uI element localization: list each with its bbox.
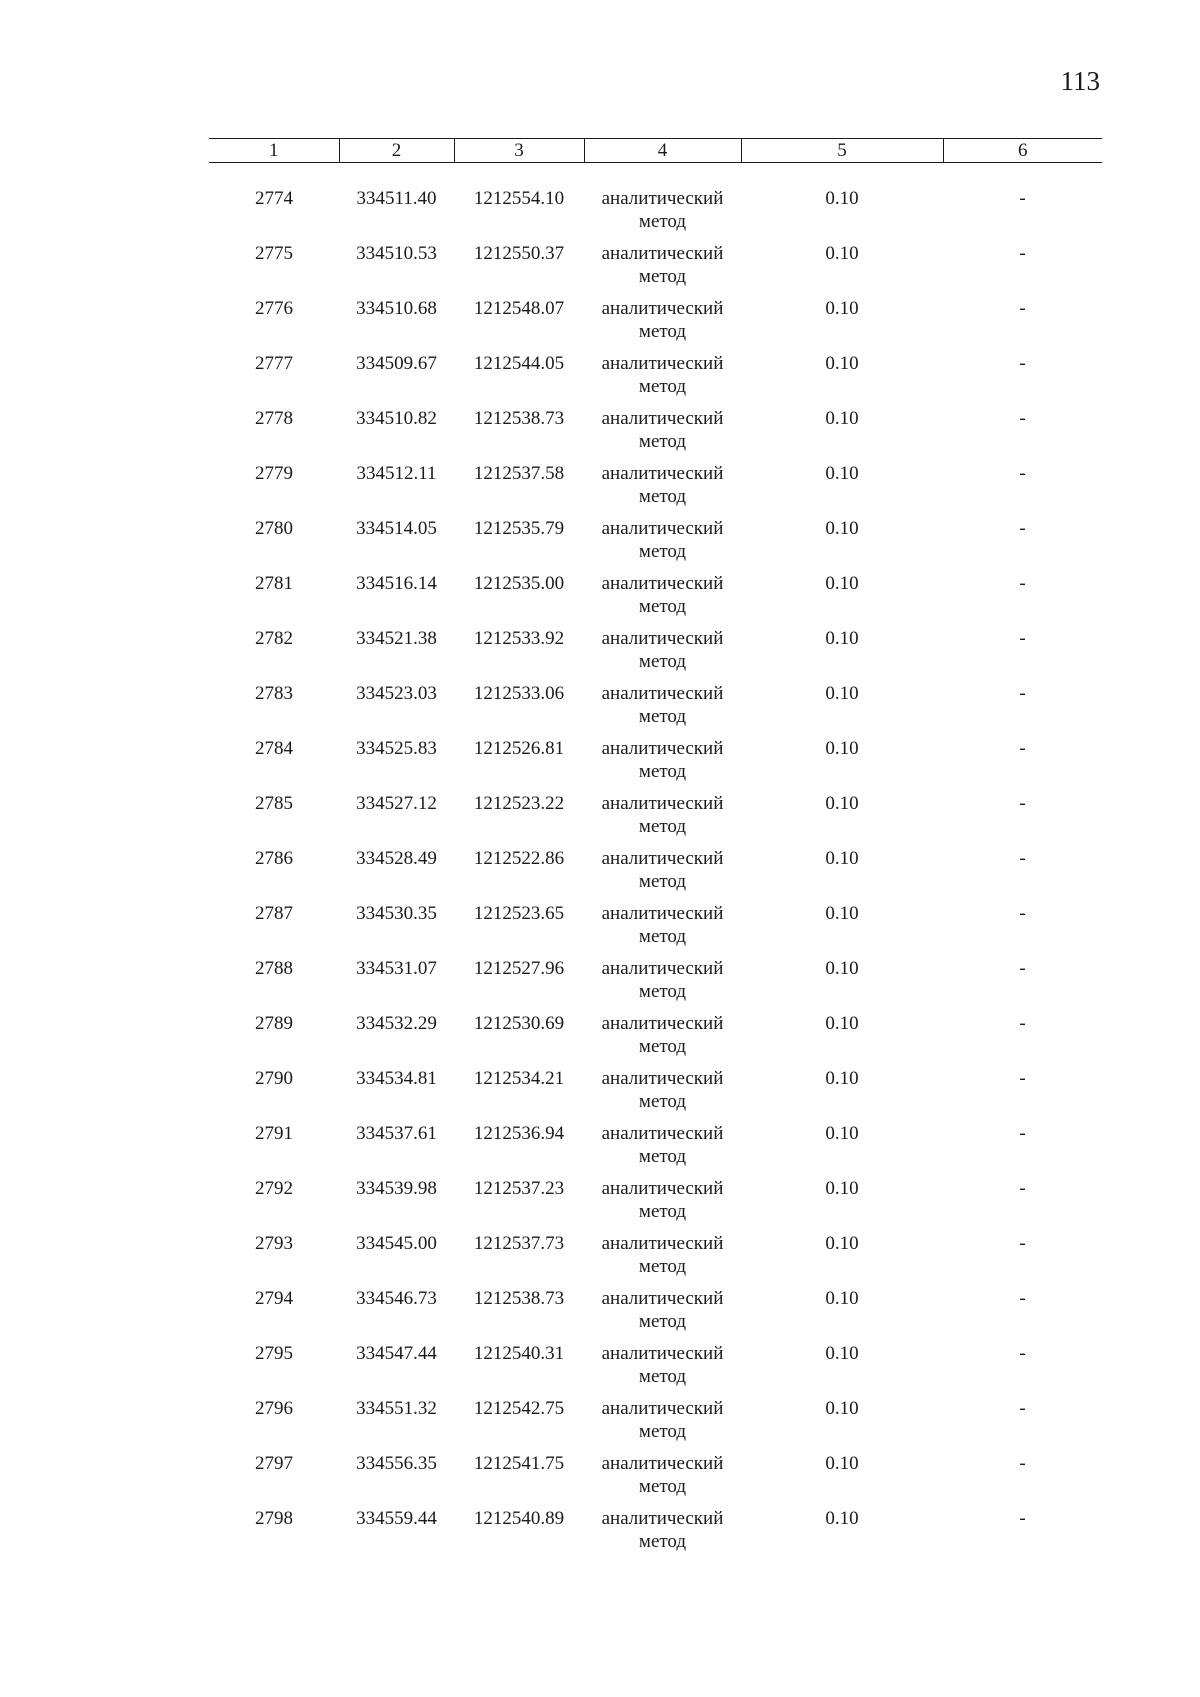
cell-point-number: 2787 <box>255 903 293 924</box>
table-row <box>209 847 1102 902</box>
cell-point-number: 2792 <box>255 1178 293 1199</box>
cell-y-coordinate: 1212535.79 <box>473 518 565 539</box>
cell-point-number: 2790 <box>255 1068 293 1089</box>
cell-x-coordinate: 334532.29 <box>356 1013 437 1034</box>
method-line-1: аналитический <box>601 738 724 759</box>
cell-x-coordinate: 334531.07 <box>356 958 437 979</box>
method-line-1: аналитический <box>601 1453 724 1474</box>
table-row <box>209 1232 1102 1287</box>
cell-method <box>584 1452 741 1507</box>
cell-x-coordinate: 334530.35 <box>356 903 437 924</box>
cell-accuracy: 0.10 <box>825 683 859 704</box>
cell-accuracy: 0.10 <box>825 1398 859 1419</box>
cell-accuracy: 0.10 <box>825 903 859 924</box>
cell-x-coordinate: 334539.98 <box>356 1178 437 1199</box>
page-number: 113 <box>1060 66 1100 96</box>
cell-point-number: 2777 <box>255 353 293 374</box>
table-row <box>209 1067 1102 1122</box>
method-line-2: метод <box>638 596 687 617</box>
method-line-2: метод <box>638 1476 687 1497</box>
cell-note: - <box>1019 353 1026 374</box>
table-spacer <box>209 163 1102 188</box>
method-line-2: метод <box>638 376 687 397</box>
cell-note: - <box>1019 958 1026 979</box>
cell-point-number: 2796 <box>255 1398 293 1419</box>
cell-note: - <box>1019 628 1026 649</box>
cell-note: - <box>1019 1288 1026 1309</box>
cell-method <box>584 187 741 242</box>
method-line-2: метод <box>638 981 687 1002</box>
table-row <box>209 187 1102 242</box>
cell-note: - <box>1019 1068 1026 1089</box>
cell-point-number: 2791 <box>255 1123 293 1144</box>
cell-method <box>584 297 741 352</box>
cell-accuracy: 0.10 <box>825 243 859 264</box>
cell-point-number: 2793 <box>255 1233 293 1254</box>
cell-accuracy: 0.10 <box>825 958 859 979</box>
table-row <box>209 407 1102 462</box>
cell-x-coordinate: 334512.11 <box>356 463 437 484</box>
cell-point-number: 2797 <box>255 1453 293 1474</box>
method-line-1: аналитический <box>601 628 724 649</box>
method-line-2: метод <box>638 266 687 287</box>
cell-y-coordinate: 1212554.10 <box>473 188 565 209</box>
method-line-2: метод <box>638 926 687 947</box>
cell-method <box>584 352 741 407</box>
header-col-5: 5 <box>741 139 943 163</box>
cell-accuracy: 0.10 <box>825 1178 859 1199</box>
cell-x-coordinate: 334509.67 <box>356 353 437 374</box>
cell-note: - <box>1019 1453 1026 1474</box>
method-line-2: метод <box>638 1146 687 1167</box>
cell-accuracy: 0.10 <box>825 298 859 319</box>
cell-accuracy: 0.10 <box>825 1288 859 1309</box>
coordinates-table <box>209 138 1102 1562</box>
method-line-1: аналитический <box>601 903 724 924</box>
method-line-1: аналитический <box>601 573 724 594</box>
cell-y-coordinate: 1212542.75 <box>473 1398 565 1419</box>
cell-note: - <box>1019 463 1026 484</box>
cell-accuracy: 0.10 <box>825 518 859 539</box>
table-row <box>209 902 1102 957</box>
cell-y-coordinate: 1212523.65 <box>473 903 565 924</box>
header-col-3: 3 <box>454 139 584 163</box>
cell-method <box>584 1397 741 1452</box>
cell-x-coordinate: 334534.81 <box>356 1068 437 1089</box>
cell-accuracy: 0.10 <box>825 188 859 209</box>
cell-note: - <box>1019 683 1026 704</box>
cell-y-coordinate: 1212533.06 <box>473 683 565 704</box>
cell-note: - <box>1019 188 1026 209</box>
method-line-2: метод <box>638 431 687 452</box>
cell-point-number: 2774 <box>255 188 293 209</box>
cell-accuracy: 0.10 <box>825 1068 859 1089</box>
cell-accuracy: 0.10 <box>825 463 859 484</box>
cell-accuracy: 0.10 <box>825 1123 859 1144</box>
cell-method <box>584 1067 741 1122</box>
method-line-1: аналитический <box>601 1343 724 1364</box>
cell-y-coordinate: 1212541.75 <box>473 1453 565 1474</box>
method-line-1: аналитический <box>601 1508 724 1529</box>
cell-note: - <box>1019 1398 1026 1419</box>
cell-y-coordinate: 1212523.22 <box>473 793 565 814</box>
cell-note: - <box>1019 1343 1026 1364</box>
cell-point-number: 2782 <box>255 628 293 649</box>
cell-x-coordinate: 334546.73 <box>356 1288 437 1309</box>
cell-x-coordinate: 334523.03 <box>356 683 437 704</box>
cell-accuracy: 0.10 <box>825 793 859 814</box>
cell-accuracy: 0.10 <box>825 1343 859 1364</box>
method-line-2: метод <box>638 1311 687 1332</box>
cell-point-number: 2781 <box>255 573 293 594</box>
cell-x-coordinate: 334521.38 <box>356 628 437 649</box>
header-col-6: 6 <box>943 139 1102 163</box>
cell-x-coordinate: 334510.82 <box>356 408 437 429</box>
method-line-1: аналитический <box>601 1288 724 1309</box>
table-row <box>209 1287 1102 1342</box>
table-row <box>209 627 1102 682</box>
table-row <box>209 1122 1102 1177</box>
cell-y-coordinate: 1212544.05 <box>473 353 565 374</box>
cell-y-coordinate: 1212537.73 <box>473 1233 565 1254</box>
cell-y-coordinate: 1212540.89 <box>473 1508 565 1529</box>
cell-method <box>584 1122 741 1177</box>
cell-y-coordinate: 1212534.21 <box>473 1068 565 1089</box>
table-row <box>209 792 1102 847</box>
cell-method <box>584 627 741 682</box>
method-line-2: метод <box>638 1256 687 1277</box>
cell-point-number: 2786 <box>255 848 293 869</box>
cell-point-number: 2778 <box>255 408 293 429</box>
cell-note: - <box>1019 1233 1026 1254</box>
cell-x-coordinate: 334514.05 <box>356 518 437 539</box>
table-row <box>209 1452 1102 1507</box>
cell-point-number: 2776 <box>255 298 293 319</box>
method-line-1: аналитический <box>601 243 724 264</box>
cell-method <box>584 1507 741 1562</box>
cell-note: - <box>1019 408 1026 429</box>
cell-point-number: 2795 <box>255 1343 293 1364</box>
cell-accuracy: 0.10 <box>825 738 859 759</box>
method-line-1: аналитический <box>601 958 724 979</box>
cell-accuracy: 0.10 <box>825 628 859 649</box>
cell-note: - <box>1019 243 1026 264</box>
cell-note: - <box>1019 848 1026 869</box>
cell-note: - <box>1019 1013 1026 1034</box>
method-line-2: метод <box>638 706 687 727</box>
cell-method <box>584 572 741 627</box>
cell-point-number: 2783 <box>255 683 293 704</box>
cell-method <box>584 1342 741 1397</box>
header-row <box>209 139 1102 163</box>
cell-accuracy: 0.10 <box>825 1453 859 1474</box>
method-line-1: аналитический <box>601 848 724 869</box>
method-line-1: аналитический <box>601 683 724 704</box>
cell-point-number: 2789 <box>255 1013 293 1034</box>
cell-y-coordinate: 1212548.07 <box>473 298 565 319</box>
header-col-4: 4 <box>584 139 741 163</box>
cell-method <box>584 902 741 957</box>
cell-method <box>584 1287 741 1342</box>
cell-method <box>584 1012 741 1067</box>
method-line-1: аналитический <box>601 298 724 319</box>
cell-accuracy: 0.10 <box>825 848 859 869</box>
cell-x-coordinate: 334510.53 <box>356 243 437 264</box>
method-line-2: метод <box>638 541 687 562</box>
method-line-1: аналитический <box>601 408 724 429</box>
method-line-2: метод <box>638 486 687 507</box>
cell-x-coordinate: 334556.35 <box>356 1453 437 1474</box>
cell-x-coordinate: 334551.32 <box>356 1398 437 1419</box>
cell-note: - <box>1019 1508 1026 1529</box>
table-row <box>209 737 1102 792</box>
cell-x-coordinate: 334510.68 <box>356 298 437 319</box>
method-line-1: аналитический <box>601 1233 724 1254</box>
method-line-2: метод <box>638 1091 687 1112</box>
cell-method <box>584 847 741 902</box>
method-line-2: метод <box>638 1366 687 1387</box>
table-row <box>209 957 1102 1012</box>
method-line-1: аналитический <box>601 518 724 539</box>
method-line-1: аналитический <box>601 1123 724 1144</box>
table-row <box>209 682 1102 737</box>
cell-x-coordinate: 334527.12 <box>356 793 437 814</box>
cell-y-coordinate: 1212530.69 <box>473 1013 565 1034</box>
method-line-2: метод <box>638 321 687 342</box>
method-line-2: метод <box>638 1036 687 1057</box>
table-row <box>209 517 1102 572</box>
cell-method <box>584 957 741 1012</box>
method-line-1: аналитический <box>601 353 724 374</box>
table-header <box>209 139 1102 163</box>
cell-y-coordinate: 1212535.00 <box>473 573 565 594</box>
cell-accuracy: 0.10 <box>825 353 859 374</box>
method-line-2: метод <box>638 761 687 782</box>
cell-accuracy: 0.10 <box>825 408 859 429</box>
cell-method <box>584 1177 741 1232</box>
cell-method <box>584 1232 741 1287</box>
cell-method <box>584 407 741 462</box>
cell-accuracy: 0.10 <box>825 1508 859 1529</box>
method-line-2: метод <box>638 1421 687 1442</box>
table-row <box>209 462 1102 517</box>
header-col-2: 2 <box>339 139 454 163</box>
method-line-1: аналитический <box>601 793 724 814</box>
cell-point-number: 2794 <box>255 1288 293 1309</box>
table-row <box>209 1342 1102 1397</box>
cell-note: - <box>1019 518 1026 539</box>
method-line-2: метод <box>638 211 687 232</box>
method-line-2: метод <box>638 1201 687 1222</box>
cell-point-number: 2780 <box>255 518 293 539</box>
method-line-2: метод <box>638 871 687 892</box>
method-line-1: аналитический <box>601 188 724 209</box>
cell-x-coordinate: 334545.00 <box>356 1233 437 1254</box>
cell-y-coordinate: 1212536.94 <box>473 1123 565 1144</box>
cell-y-coordinate: 1212527.96 <box>473 958 565 979</box>
cell-note: - <box>1019 1178 1026 1199</box>
cell-note: - <box>1019 903 1026 924</box>
cell-y-coordinate: 1212537.23 <box>473 1178 565 1199</box>
cell-y-coordinate: 1212537.58 <box>473 463 565 484</box>
cell-note: - <box>1019 1123 1026 1144</box>
cell-accuracy: 0.10 <box>825 1233 859 1254</box>
cell-point-number: 2785 <box>255 793 293 814</box>
cell-accuracy: 0.10 <box>825 573 859 594</box>
method-line-2: метод <box>638 1531 687 1552</box>
table-row <box>209 297 1102 352</box>
header-col-1: 1 <box>209 139 339 163</box>
cell-method <box>584 462 741 517</box>
cell-method <box>584 517 741 572</box>
method-line-2: метод <box>638 816 687 837</box>
cell-accuracy: 0.10 <box>825 1013 859 1034</box>
cell-x-coordinate: 334537.61 <box>356 1123 437 1144</box>
cell-y-coordinate: 1212526.81 <box>473 738 565 759</box>
cell-y-coordinate: 1212550.37 <box>473 243 565 264</box>
table-row <box>209 572 1102 627</box>
table-row <box>209 242 1102 297</box>
cell-x-coordinate: 334511.40 <box>356 188 437 209</box>
cell-y-coordinate: 1212538.73 <box>473 1288 565 1309</box>
cell-x-coordinate: 334516.14 <box>356 573 437 594</box>
method-line-1: аналитический <box>601 463 724 484</box>
table-body <box>209 163 1102 1563</box>
method-line-1: аналитический <box>601 1068 724 1089</box>
table-row <box>209 352 1102 407</box>
cell-y-coordinate: 1212538.73 <box>473 408 565 429</box>
method-line-1: аналитический <box>601 1178 724 1199</box>
cell-x-coordinate: 334559.44 <box>356 1508 437 1529</box>
cell-note: - <box>1019 573 1026 594</box>
cell-method <box>584 242 741 297</box>
table-row <box>209 1507 1102 1562</box>
cell-point-number: 2775 <box>255 243 293 264</box>
cell-note: - <box>1019 793 1026 814</box>
cell-note: - <box>1019 298 1026 319</box>
cell-point-number: 2788 <box>255 958 293 979</box>
cell-y-coordinate: 1212540.31 <box>473 1343 565 1364</box>
cell-method <box>584 737 741 792</box>
cell-point-number: 2784 <box>255 738 293 759</box>
cell-x-coordinate: 334547.44 <box>356 1343 437 1364</box>
method-line-1: аналитический <box>601 1398 724 1419</box>
cell-point-number: 2779 <box>255 463 293 484</box>
cell-y-coordinate: 1212533.92 <box>473 628 565 649</box>
cell-method <box>584 792 741 847</box>
cell-method <box>584 682 741 737</box>
table-row <box>209 1177 1102 1232</box>
cell-y-coordinate: 1212522.86 <box>473 848 565 869</box>
cell-x-coordinate: 334528.49 <box>356 848 437 869</box>
method-line-1: аналитический <box>601 1013 724 1034</box>
table-row <box>209 1397 1102 1452</box>
cell-note: - <box>1019 738 1026 759</box>
cell-x-coordinate: 334525.83 <box>356 738 437 759</box>
table-row <box>209 1012 1102 1067</box>
method-line-2: метод <box>638 651 687 672</box>
cell-point-number: 2798 <box>255 1508 293 1529</box>
